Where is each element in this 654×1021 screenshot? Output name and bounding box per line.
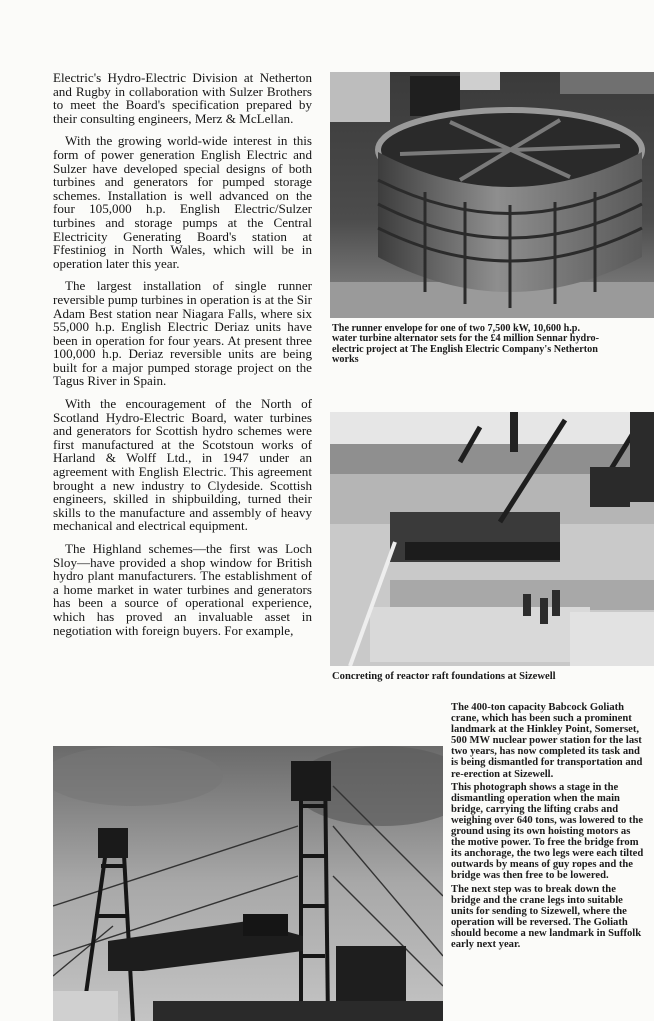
article-paragraph: With the growing world-wide interest in this form of power generation English Electric and Sulzer have developed special designs of both turbines and generators for pumped storage schemes. Installation is well advanced on the four 105,000 h.p. English Electric/Sulzer turbines and storage pumps at the Central Electricity Generating Board's station at Ffestiniog in North Wales, which will be in operation later this year. [53,133,312,271]
article-paragraph: The Highland schemes—the first was Loch Sloy—have provided a shop window for British hydro plant manufacturers. The establishment of a home market in water turbines and generators has been a source of operational experience, which has proved an invaluable asset in negotiation with foreign buyers. For example, [53,541,312,638]
goliath-crane-photo [53,746,443,1021]
article-paragraph: With the encouragement of the North of Scotland Hydro-Electric Board, water turbines and generators for Scottish hydro schemes were first manufactured at the Scotstoun works of Harland & Wolff Ltd., in 1947 under an agreement with English Electric. This agreement brought a new industry to Clydeside. Scottish engineers, skilled in shipbuilding, turned their skills to the manufacture and assembly of heavy mechanical and electrical equipment. [53,396,312,534]
runner-envelope-caption: The runner envelope for one of two 7,500 kW, 10,600 h.p. water turbine alternator sets for the £4 million Sennar hydro-electric project at The English Electric Company's Netherton works [332,323,600,366]
crane-caption-paragraph: The 400-ton capacity Babcock Goliath crane, which has been such a prominent landmark at the Hinkley Point, Somerset, 500 MW nuclear power station for the last two years, has now completed its task and is being dismantled for transportation and re-erection at Sizewell. [451,702,643,780]
sizewell-foundations-caption: Concreting of reactor raft foundations at Sizewell [332,671,556,682]
article-paragraph: The largest installation of single runner reversible pump turbines in operation is at the Sir Adam Best station near Niagara Falls, where six 55,000 h.p. English Electric Deriaz units have been in operation for four years. At present three 100,000 h.p. Deriaz reversible units are being built for a major pumped storage project on the Tagus River in Spain. [53,278,312,389]
goliath-crane-caption [451,702,647,952]
crane-caption-paragraph: The next step was to break down the bridge and the crane legs into suitable units for sending to Sizewell, where the operation will be reversed. The Goliath should become a new landmark in Suffolk early next year. [451,883,642,950]
article-paragraph: Electric's Hydro-Electric Division at Netherton and Rugby in collaboration with Sulzer Brothers to meet the Board's specification prepared by their consulting engineers, Merz & McLellan. [53,70,312,126]
runner-envelope-photo [330,72,654,318]
crane-caption-paragraph: This photograph shows a stage in the dismantling operation when the main bridge, carrying the lifting crabs and weighing over 640 tons, was lowered to the ground using its own hoisting motors as the motive power. To free the bridge from its anchorage, the two legs were each tilted outwards by means of guy ropes and the bridge was then free to be lowered. [451,781,644,882]
sizewell-foundations-photo [330,412,654,666]
article-column [53,71,312,646]
